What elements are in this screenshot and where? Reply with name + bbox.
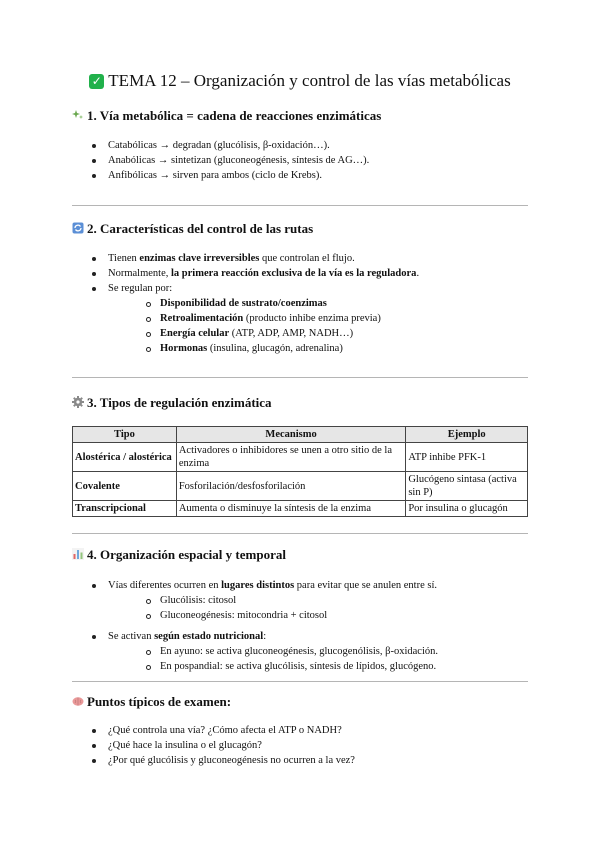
bold-text: la primera reacción exclusiva de la vía es la reguladora — [170, 268, 417, 279]
section-1-title: 1. Vía metabólica = cadena de reacciones enzimáticas — [87, 108, 382, 123]
section-5-heading — [72, 694, 231, 710]
sub-list-item — [146, 311, 419, 326]
bold-text: Retroalimentación — [160, 313, 244, 324]
section-2-heading — [72, 221, 313, 237]
list-item: ¿Por qué glucólisis y gluconeogénesis no ocurren a la vez? — [92, 753, 355, 768]
sub-list-item: En ayuno: se activa gluconeogénesis, glucogenólisis, β-oxidación. — [146, 644, 438, 659]
bold-text: Disponibilidad de sustrato/coenzimas — [160, 298, 327, 309]
divider — [72, 377, 528, 378]
list-item: ¿Qué controla una vía? ¿Cómo afecta el ATP o NADH? — [92, 723, 355, 738]
section-4-heading — [72, 547, 286, 563]
text: para evitar que se anulen entre sí. — [294, 580, 438, 591]
section-4-title: 4. Organización espacial y temporal — [87, 547, 286, 562]
list-item — [92, 629, 438, 674]
regulation-table — [72, 426, 528, 517]
bold-text: enzimas clave irreversibles — [139, 253, 260, 264]
list-item — [92, 281, 419, 356]
text: que controlan el flujo. — [259, 253, 355, 264]
bold-text: Energía celular — [160, 328, 230, 339]
list-item: Anabólicas → sintetizan (gluconeogénesis, síntesis de AG…). — [92, 153, 369, 168]
section-1-list — [92, 138, 369, 183]
bold-text: lugares distintos — [221, 580, 295, 591]
table-cell: Por insulina o glucagón — [406, 501, 528, 517]
text: Normalmente, — [108, 268, 171, 279]
text: : — [263, 631, 267, 642]
text: (insulina, glucagón, adrenalina) — [207, 343, 343, 354]
section-2-list — [92, 251, 419, 356]
table-cell: Covalente — [73, 472, 177, 501]
divider — [72, 681, 528, 682]
divider — [72, 205, 528, 206]
check-icon: ✓ — [89, 74, 104, 89]
divider — [72, 533, 528, 534]
list-item — [92, 578, 437, 623]
text: Se activan — [108, 631, 155, 642]
gear-icon — [72, 396, 84, 408]
sub-list-item: En pospandial: se activa glucólisis, síntesis de lípidos, glucógeno. — [146, 659, 438, 674]
section-5-list — [92, 723, 355, 768]
sub-list-item — [146, 326, 419, 341]
sub-list-item — [146, 341, 419, 356]
table-cell: Alostérica / alostérica — [73, 443, 177, 472]
list-item: Anfibólicas → sirven para ambos (ciclo de Krebs). — [92, 168, 369, 183]
section-1-heading — [72, 108, 381, 124]
section-2-title: 2. Características del control de las rutas — [87, 221, 314, 236]
text: (producto inhibe enzima previa) — [243, 313, 381, 324]
bold-text: según estado nutricional — [154, 631, 264, 642]
section-4-list-nutritional — [92, 629, 438, 674]
section-3-title: 3. Tipos de regulación enzimática — [87, 395, 272, 410]
text: Se regulan por: — [108, 283, 173, 294]
sub-list — [108, 644, 438, 674]
section-4-list-spatial — [92, 578, 437, 623]
table-cell: Transcripcional — [73, 501, 177, 517]
bold-text: Hormonas — [160, 343, 208, 354]
table-row — [73, 443, 528, 472]
table-header-row — [73, 427, 528, 443]
sub-list — [108, 593, 437, 623]
table-row — [73, 472, 528, 501]
brain-icon — [72, 695, 84, 707]
bar-chart-icon — [72, 548, 84, 560]
list-item — [92, 266, 419, 281]
section-3-heading — [72, 395, 272, 411]
text: . — [416, 268, 420, 279]
table-row — [73, 501, 528, 517]
page-title-text: TEMA 12 – Organización y control de las vías metabólicas — [108, 71, 511, 90]
cycle-icon — [72, 222, 84, 234]
sub-list-item — [146, 296, 419, 311]
text: Vías diferentes ocurren en — [108, 580, 222, 591]
list-item: Catabólicas → degradan (glucólisis, β-oxidación…). — [92, 138, 369, 153]
list-item: ¿Qué hace la insulina o el glucagón? — [92, 738, 355, 753]
page-title — [0, 70, 600, 92]
sub-list — [108, 296, 419, 356]
list-item — [92, 251, 419, 266]
column-header: Mecanismo — [176, 427, 406, 443]
sub-list-item: Glucólisis: citosol — [146, 593, 437, 608]
table-cell: Fosforilación/desfosforilación — [176, 472, 406, 501]
table-cell: Glucógeno sintasa (activa sin P) — [406, 472, 528, 501]
column-header: Tipo — [73, 427, 177, 443]
table-cell: ATP inhibe PFK-1 — [406, 443, 528, 472]
text: (ATP, ADP, AMP, NADH…) — [229, 328, 354, 339]
table-cell: Activadores o inhibidores se unen a otro sitio de la enzima — [176, 443, 406, 472]
section-5-title: Puntos típicos de examen: — [87, 694, 232, 709]
sub-list-item: Gluconeogénesis: mitocondria + citosol — [146, 608, 437, 623]
sparkle-icon — [72, 109, 84, 121]
text: Tienen — [108, 253, 140, 264]
column-header: Ejemplo — [406, 427, 528, 443]
table-cell: Aumenta o disminuye la síntesis de la enzima — [176, 501, 406, 517]
